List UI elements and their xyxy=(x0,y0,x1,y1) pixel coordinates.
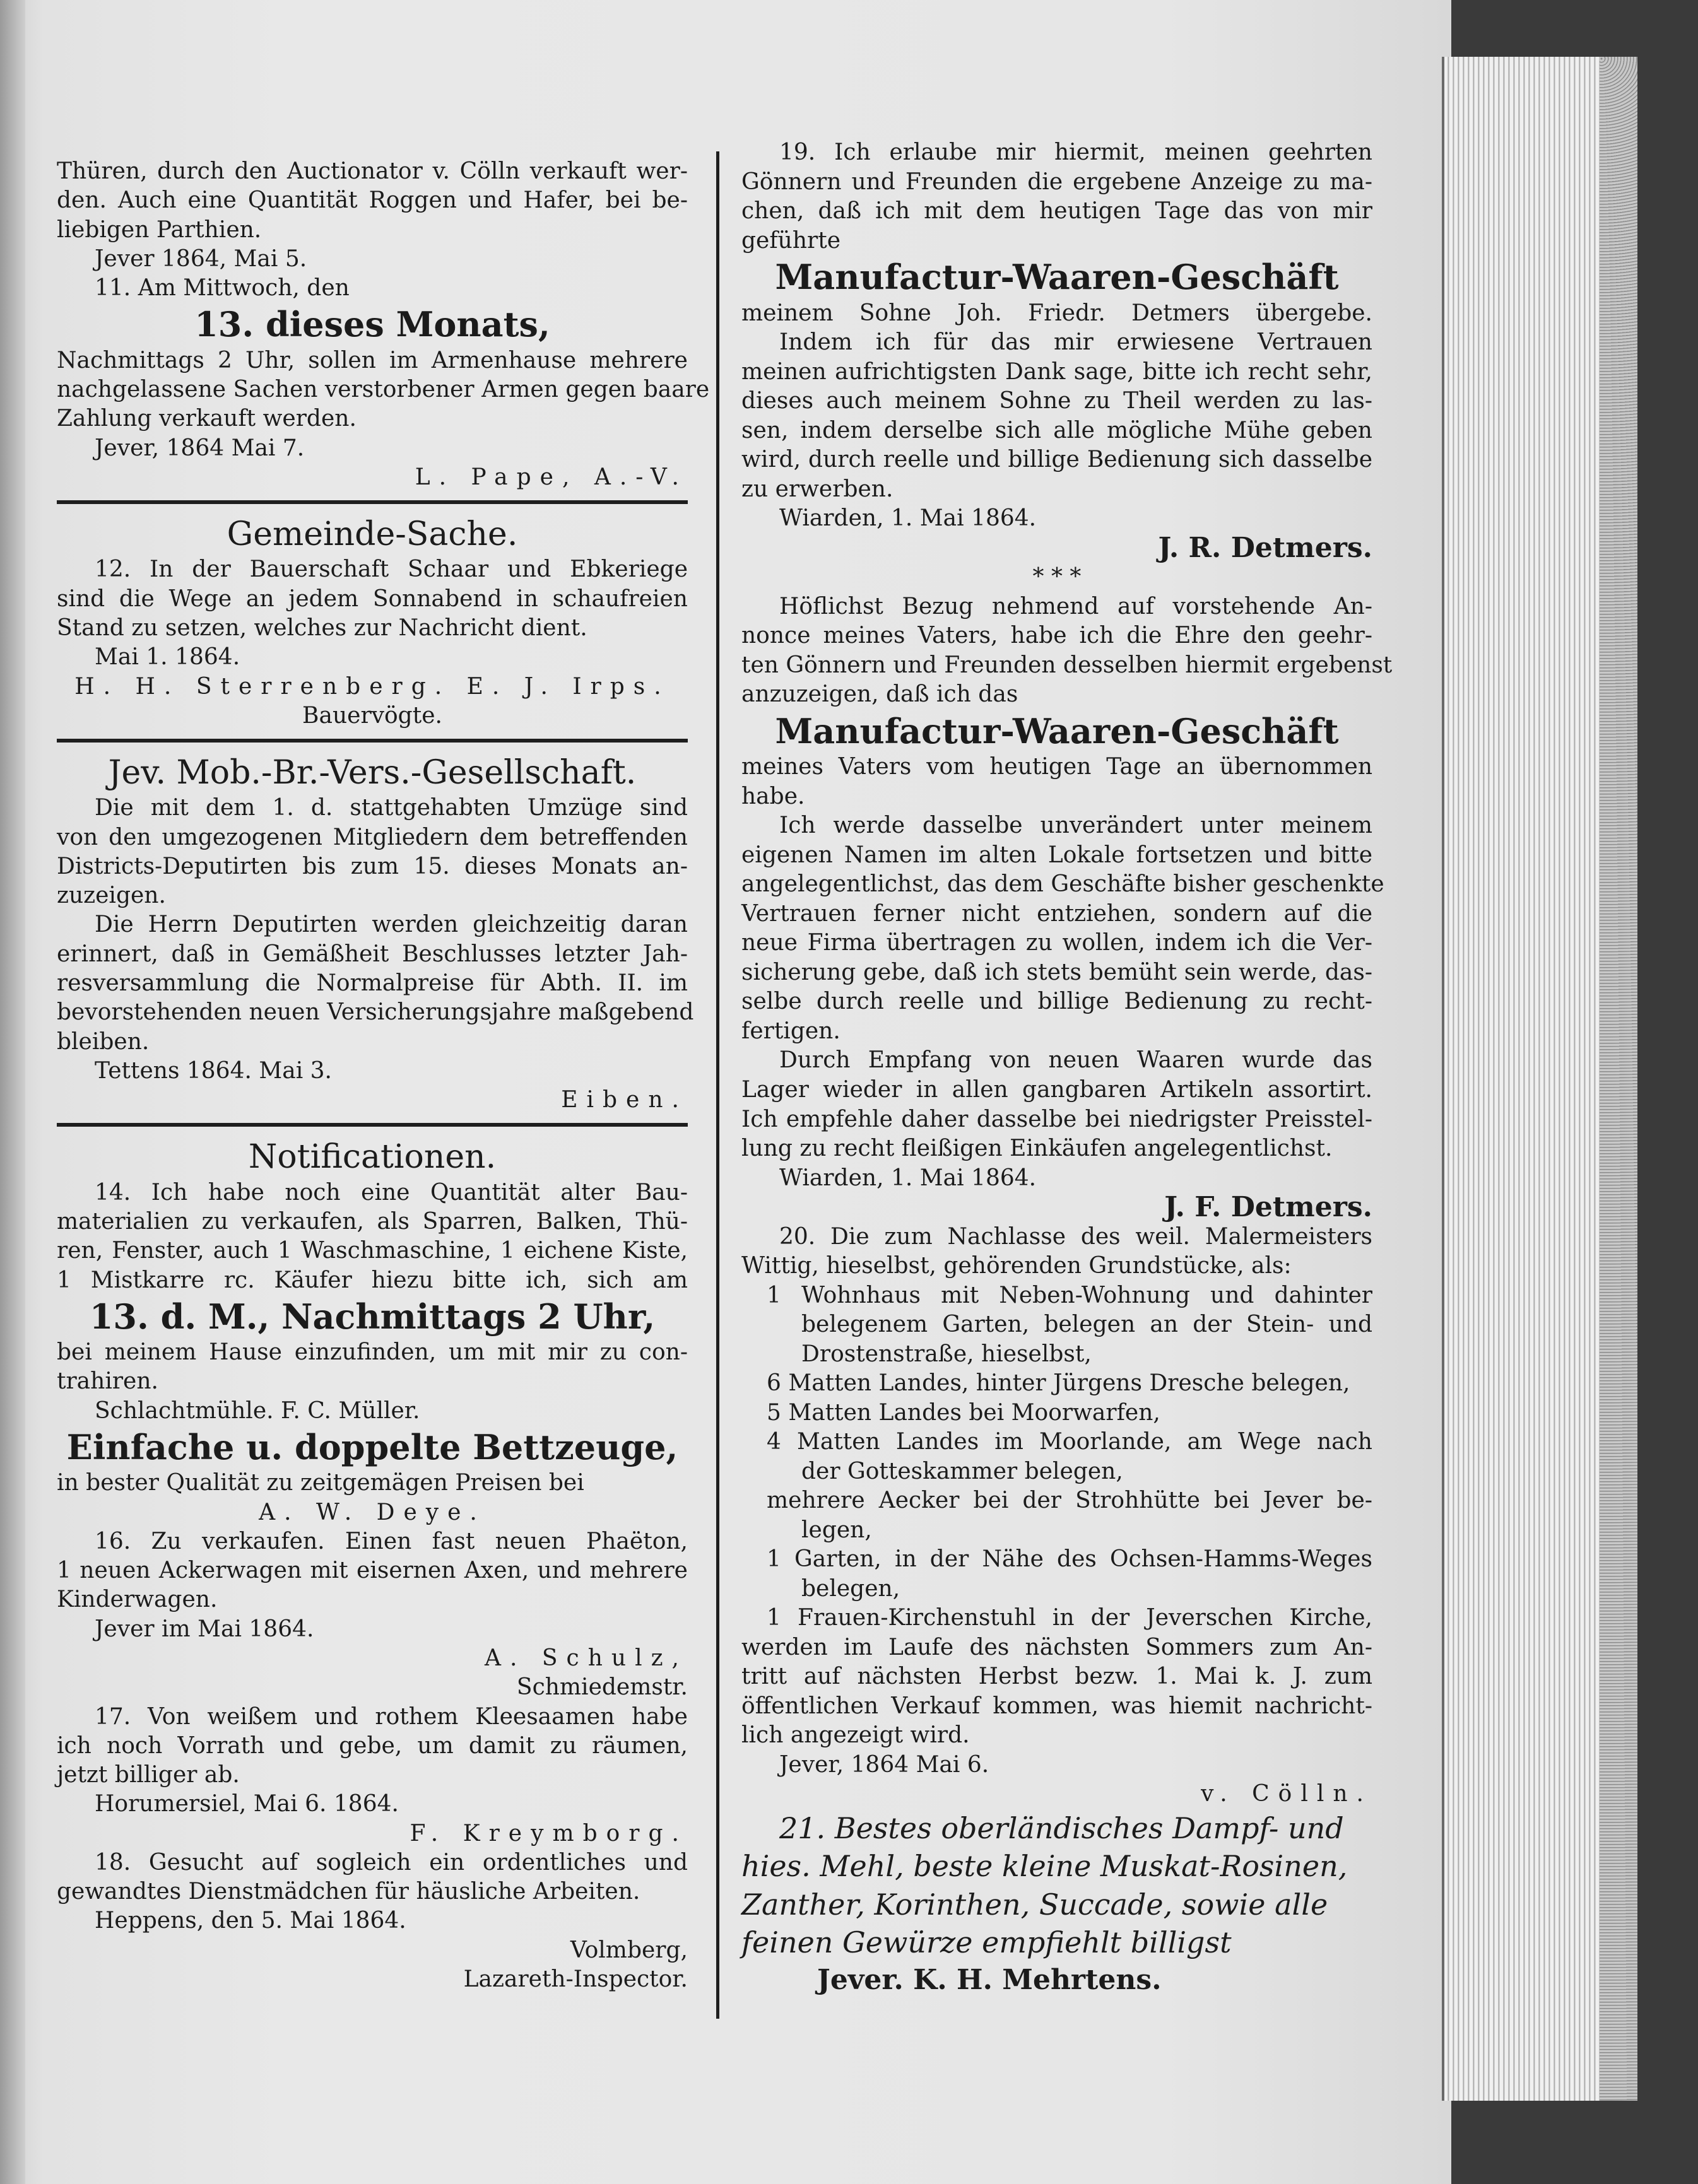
text-line: fertigen. xyxy=(741,1018,840,1044)
signature-line: Jever. K. H. Mehrtens. xyxy=(817,1963,1162,1996)
text-line: Vertrauen ferner nicht entziehen, sondern auf die xyxy=(741,900,1372,927)
text-line: zu erwerben. xyxy=(741,476,893,502)
text-line: Volmberg, xyxy=(570,1937,688,1963)
text-line: 16. Zu verkaufen. Einen fast neuen Phaëton, xyxy=(95,1528,688,1554)
text-line: bevorstehenden neuen Versicherungsjahre maßgebend xyxy=(57,999,694,1026)
signature-line: Eiben. xyxy=(561,1087,688,1113)
text-line: Thüren, durch den Auctionator v. Cölln verkauft wer- xyxy=(57,158,688,184)
text-line: ten Gönnern und Freunden desselben hiermit ergebenst xyxy=(741,652,1393,678)
text-line: öffentlichen Verkauf kommen, was hiemit nachricht- xyxy=(741,1693,1372,1719)
text-line: 1 neuen Ackerwagen mit eisernen Axen, und mehrere xyxy=(57,1558,688,1584)
text-line: chen, daß ich mit dem heutigen Tage das von mir xyxy=(741,198,1372,225)
signature-line: A. W. Deye. xyxy=(259,1499,486,1525)
text-line: lung zu recht fleißigen Einkäufen angelegentlichst. xyxy=(741,1136,1333,1162)
text-line: 20. Die zum Nachlasse des weil. Malermeisters xyxy=(779,1223,1372,1250)
text-line: habe. xyxy=(741,783,805,809)
text-line: Lager wieder in allen gangbaren Artikeln assortirt. xyxy=(741,1076,1372,1103)
signature-line: J. R. Detmers. xyxy=(1158,531,1372,564)
text-line: 1 Mistkarre rc. Käufer hiezu bitte ich, sich am xyxy=(57,1267,688,1293)
left-column xyxy=(57,158,710,1995)
display-heading: Manufactur-Waaren-Geschäft xyxy=(775,710,1339,751)
text-line: nachgelassene Sachen verstorbener Armen gegen baare xyxy=(57,376,710,402)
text-line: ren, Fenster, auch 1 Waschmaschine, 1 eichene Kiste, xyxy=(57,1238,688,1264)
text-line: sicherung gebe, daß ich stets bemüht sein werde, das- xyxy=(741,959,1372,985)
display-heading: Manufactur-Waaren-Geschäft xyxy=(775,257,1339,298)
text-line: 18. Gesucht auf sogleich ein ordentliches und xyxy=(95,1849,688,1876)
text-line: 17. Von weißem und rothem Kleesaamen habe xyxy=(95,1703,688,1730)
text-line: meines Vaters vom heutigen Tage an übernommen xyxy=(741,754,1372,780)
handwritten-style-line: hies. Mehl, beste kleine Muskat-Rosinen, xyxy=(741,1849,1348,1884)
display-heading: 13. dieses Monats, xyxy=(194,304,550,345)
text-line: Jever im Mai 1864. xyxy=(95,1616,314,1642)
text-line: bei meinem Hause einzufinden, um mit mir zu con- xyxy=(57,1339,688,1366)
text-line: 1 Frauen-Kirchenstuhl in der Jeverschen Kirche, xyxy=(767,1605,1372,1631)
text-line: Districts-Deputirten bis zum 15. dieses Monats an- xyxy=(57,853,688,879)
display-heading: Einfache u. doppelte Bettzeuge, xyxy=(66,1426,678,1467)
text-line: trahiren. xyxy=(57,1368,158,1395)
text-line: ich noch Vorrath und gebe, um damit zu räumen, xyxy=(57,1732,688,1759)
text-line: 1 Garten, in der Nähe des Ochsen-Hamms-Weges xyxy=(767,1546,1372,1573)
text-line: liebigen Parthien. xyxy=(57,216,262,243)
text-line: Wittig, hieselbst, gehörenden Grundstücke, als: xyxy=(741,1253,1292,1279)
handwritten-style-line: Zanther, Korinthen, Succade, sowie alle xyxy=(741,1887,1328,1922)
text-line: belegenem Garten, belegen an der Stein- und xyxy=(801,1312,1372,1338)
text-line: tritt auf nächsten Herbst bezw. 1. Mai k. J. zum xyxy=(741,1664,1372,1690)
text-line: Die mit dem 1. d. stattgehabten Umzüge sind xyxy=(95,795,688,821)
text-line: legen, xyxy=(801,1517,872,1543)
book-page-edges xyxy=(1442,57,1602,2101)
text-line: zuzeigen. xyxy=(57,883,166,909)
text-line: mehrere Aecker bei der Strohhütte bei Jever be- xyxy=(767,1488,1372,1514)
text-line: 4 Matten Landes im Moorlande, am Wege nach xyxy=(767,1429,1372,1455)
text-line: Zahlung verkauft werden. xyxy=(57,406,357,432)
page-gutter-shadow xyxy=(0,0,25,2184)
text-line: Bauervögte. xyxy=(302,702,442,729)
text-line: nonce meines Vaters, habe ich die Ehre den geehr- xyxy=(741,623,1372,649)
text-line: 14. Ich habe noch eine Quantität alter Bau- xyxy=(95,1179,688,1206)
text-line: Drostenstraße, hieselbst, xyxy=(801,1341,1092,1367)
text-line: materialien zu verkaufen, als Sparren, Balken, Thü- xyxy=(57,1209,688,1235)
text-line: Schlachtmühle. F. C. Müller. xyxy=(95,1397,420,1424)
handwritten-style-line: feinen Gewürze empfiehlt billigst xyxy=(741,1925,1232,1960)
text-line: Wiarden, 1. Mai 1864. xyxy=(779,1165,1037,1191)
text-line: geführte xyxy=(741,227,841,254)
text-line: Höflichst Bezug nehmend auf vorstehende An- xyxy=(779,593,1372,619)
text-line: Kinderwagen. xyxy=(57,1587,218,1613)
text-line: Mai 1. 1864. xyxy=(95,644,240,671)
text-line: selbe durch reelle und billige Bedienung zu recht- xyxy=(741,989,1372,1015)
text-line: 5 Matten Landes bei Moorwarfen, xyxy=(767,1399,1160,1426)
text-line: der Gotteskammer belegen, xyxy=(801,1458,1123,1484)
text-line: Lazareth-Inspector. xyxy=(463,1966,688,1993)
text-line: 12. In der Bauerschaft Schaar und Ebkeriege xyxy=(95,556,688,583)
text-line: meinem Sohne Joh. Friedr. Detmers übergebe. xyxy=(741,300,1372,326)
signature-line: v. Cölln. xyxy=(1201,1781,1372,1807)
text-line: bleiben. xyxy=(57,1028,150,1055)
signature-line: L. Pape, A.-V. xyxy=(415,464,688,490)
text-line: Stand zu setzen, welches zur Nachricht dient. xyxy=(57,614,587,641)
text-line: in bester Qualität zu zeitgemägen Preisen bei xyxy=(57,1470,584,1496)
text-line: meinen aufrichtigsten Dank sage, bitte ich recht sehr, xyxy=(741,358,1372,385)
text-line: Schmiedemstr. xyxy=(516,1674,688,1701)
text-line: anzuzeigen, daß ich das xyxy=(741,681,1018,708)
text-line: den. Auch eine Quantität Roggen und Hafer, bei be- xyxy=(57,187,688,214)
text-line: sen, indem derselbe sich alle mögliche Mühe geben xyxy=(741,417,1372,443)
text-line: angelegentlichst, das dem Geschäfte bisher geschenkte xyxy=(741,871,1384,898)
signature-line: A. Schulz, xyxy=(484,1645,688,1671)
signature-line: H. H. Sterrenberg. E. J. Irps. xyxy=(74,673,670,700)
text-line: 19. Ich erlaube mir hiermit, meinen geehrten xyxy=(779,139,1372,165)
text-line: Jever, 1864 Mai 7. xyxy=(95,435,305,461)
text-line: Gönnern und Freunden die ergebene Anzeige zu ma- xyxy=(741,168,1372,195)
text-line: eigenen Namen im alten Lokale fortsetzen und bitte xyxy=(741,842,1372,868)
display-heading: 13. d. M., Nachmittags 2 Uhr, xyxy=(89,1296,656,1337)
text-line: Heppens, den 5. Mai 1864. xyxy=(95,1908,406,1934)
text-line: Wiarden, 1. Mai 1864. xyxy=(779,505,1037,532)
text-line: Durch Empfang von neuen Waaren wurde das xyxy=(779,1047,1372,1074)
text-line: von den umgezogenen Mitgliedern dem betreffenden xyxy=(57,824,688,850)
text-line: 11. Am Mittwoch, den xyxy=(95,275,350,302)
section-heading: Jev. Mob.-Br.-Vers.-Gesellschaft. xyxy=(108,754,637,792)
text-line: Ich empfehle daher dasselbe bei niedrigster Preisstel- xyxy=(741,1106,1372,1132)
book-cover-edge xyxy=(1600,57,1637,2101)
section-rule xyxy=(57,500,688,504)
text-line: dieses auch meinem Sohne zu Theil werden zu las- xyxy=(741,388,1372,414)
text-line: sind die Wege an jedem Sonnabend in schaufreien xyxy=(57,585,688,612)
text-line: erinnert, daß in Gemäßheit Beschlusses letzter Jah- xyxy=(57,941,688,967)
text-line: resversammlung die Normalpreise für Abth. II. im xyxy=(57,970,688,997)
text-line: belegen, xyxy=(801,1575,900,1602)
text-line: gewandtes Dienstmädchen für häusliche Arbeiten. xyxy=(57,1879,640,1905)
right-column xyxy=(741,139,1393,1999)
text-line: 1 Wohnhaus mit Neben-Wohnung und dahinter xyxy=(767,1282,1372,1308)
signature-line: F. Kreymborg. xyxy=(410,1820,688,1846)
section-rule xyxy=(57,1123,688,1127)
text-line: Indem ich für das mir erwiesene Vertrauen xyxy=(779,329,1372,356)
text-line: neue Firma übertragen zu wollen, indem ich die Ver- xyxy=(741,930,1372,956)
text-line: Die Herrn Deputirten werden gleichzeitig daran xyxy=(95,912,688,938)
text-line: Tettens 1864. Mai 3. xyxy=(95,1057,332,1084)
text-line: werden im Laufe des nächsten Sommers zum An- xyxy=(741,1634,1372,1660)
text-line: 6 Matten Landes, hinter Jürgens Dresche belegen, xyxy=(767,1370,1350,1397)
text-line: Jever, 1864 Mai 6. xyxy=(779,1751,989,1778)
text-line: Horumersiel, Mai 6. 1864. xyxy=(95,1791,399,1817)
text-line: lich angezeigt wird. xyxy=(741,1722,970,1749)
section-heading: Notificationen. xyxy=(248,1138,497,1177)
text-line: jetzt billiger ab. xyxy=(57,1762,240,1788)
handwritten-style-line: 21. Bestes oberländisches Dampf- und xyxy=(779,1811,1344,1845)
text-line: Jever 1864, Mai 5. xyxy=(95,245,307,272)
text-line: Nachmittags 2 Uhr, sollen im Armenhause mehrere xyxy=(57,347,688,373)
signature-line: J. F. Detmers. xyxy=(1164,1191,1372,1224)
column-divider xyxy=(716,151,719,2019)
section-rule xyxy=(57,739,688,743)
section-heading: Gemeinde-Sache. xyxy=(227,515,518,554)
text-line: * * * xyxy=(1032,564,1082,590)
text-line: wird, durch reelle und billige Bedienung sich dasselbe xyxy=(741,447,1372,473)
text-line: Ich werde dasselbe unverändert unter meinem xyxy=(779,813,1372,839)
